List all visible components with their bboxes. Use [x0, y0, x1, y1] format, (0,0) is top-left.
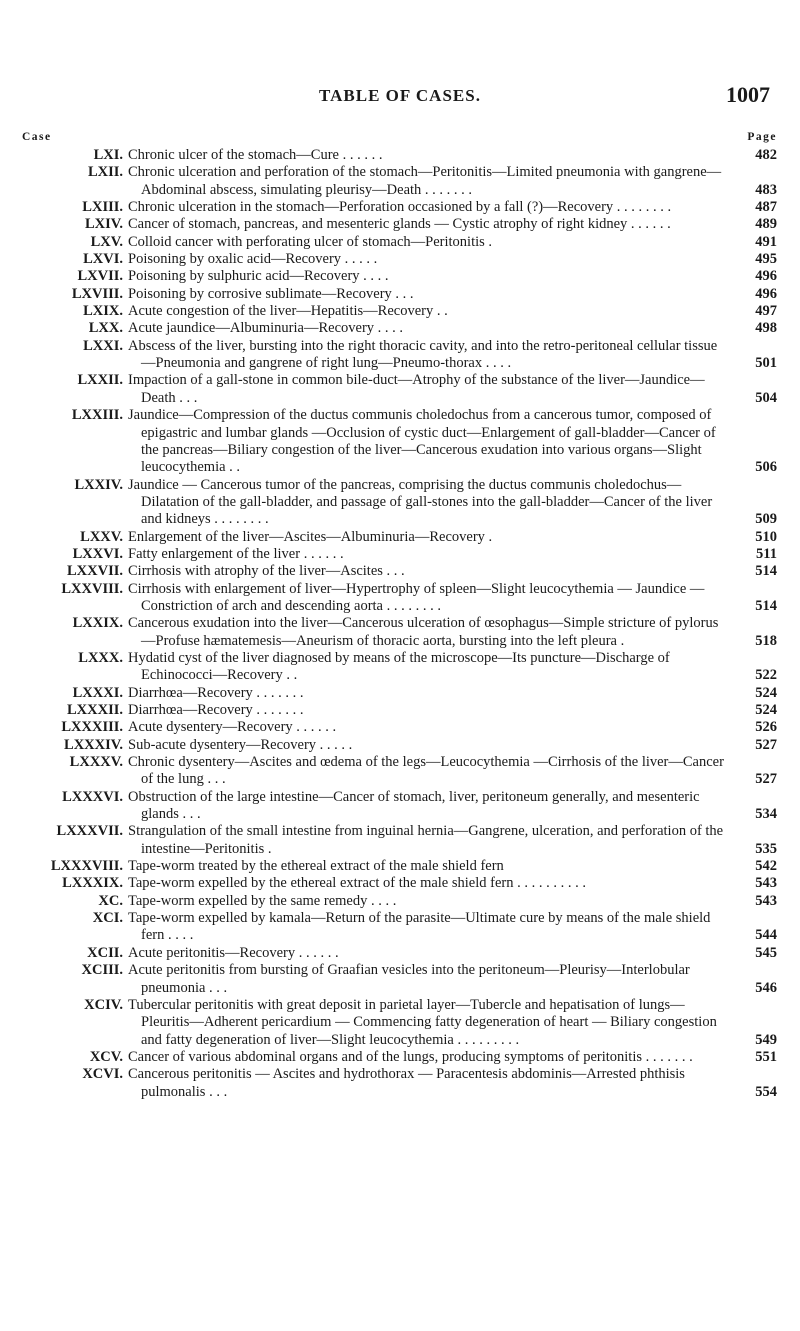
- case-number: LXII.: [87, 164, 123, 181]
- case-page-number: 527: [755, 736, 777, 753]
- case-description: Obstruction of the large intestine—Cancer of stomach, liver, peritoneum generally, and mesenteric glands . . .: [128, 788, 700, 823]
- case-page-number: 535: [755, 840, 777, 857]
- case-description: Chronic ulceration in the stomach—Perforation occasioned by a fall (?)—Recovery . . . . . . . .: [128, 199, 672, 216]
- case-number: XCI.: [92, 910, 123, 927]
- case-entry: [0, 823, 800, 858]
- case-page-number: 554: [755, 1083, 777, 1100]
- case-page-number: 542: [755, 858, 777, 875]
- case-page-number: 514: [755, 597, 777, 614]
- case-page-number: 545: [755, 944, 777, 961]
- case-page-number: 489: [755, 216, 777, 233]
- page-number: 1007: [726, 82, 770, 107]
- case-number: LXXII.: [77, 372, 123, 389]
- case-entry: [0, 650, 800, 685]
- case-number: LXXVI.: [72, 545, 123, 562]
- case-description: Chronic ulcer of the stomach—Cure . . . . . .: [128, 147, 383, 163]
- case-page-number: 543: [755, 875, 777, 892]
- case-description: Sub-acute dysentery—Recovery . . . . .: [128, 736, 353, 753]
- case-description: Tubercular peritonitis with great deposit in parietal layer—Tubercle and hepatisation of lungs—Pleuritis—Adherent pericardium — Commencing fatty degeneration of heart — Biliary congestion and fatty degeneration of liver—Slight leucocythemia . . . . . . . . .: [128, 996, 717, 1048]
- case-page-number: 524: [755, 684, 777, 701]
- case-page-number: 504: [755, 389, 777, 406]
- case-number: LXXV.: [80, 528, 123, 545]
- case-number: LXX.: [88, 320, 123, 337]
- case-page-number: 527: [755, 771, 777, 788]
- case-number: XCIII.: [81, 962, 123, 979]
- case-entry: [0, 893, 800, 910]
- case-page-number: 482: [755, 147, 777, 163]
- case-entry: [0, 615, 800, 650]
- case-description: Chronic dysentery—Ascites and œdema of the legs—Leucocythemia —Cirrhosis of the liver—Cancer of the lung . . .: [128, 754, 724, 788]
- case-entry: [0, 563, 800, 580]
- case-page-number: 551: [755, 1048, 777, 1065]
- case-description: Cancerous peritonitis — Ascites and hydrothorax — Paracentesis abdominis—Arrested phthisis pulmonalis . . .: [128, 1066, 685, 1100]
- case-page-number: 544: [755, 927, 777, 944]
- case-number: LXXXIV.: [64, 736, 123, 753]
- case-page-number: 496: [755, 285, 777, 302]
- case-description: Acute jaundice—Albuminuria—Recovery . . . .: [128, 320, 404, 337]
- case-page-number: 506: [755, 459, 777, 476]
- case-number: LXIV.: [84, 216, 123, 233]
- case-number: LXXVIII.: [61, 580, 123, 597]
- case-description: Tape-worm treated by the ethereal extract of the male shield fern: [128, 858, 504, 875]
- case-description: Enlargement of the liver—Ascites—Albuminuria—Recovery .: [128, 528, 493, 545]
- case-number: LXXVII.: [67, 563, 123, 580]
- case-number: LXIII.: [82, 199, 123, 216]
- case-description: Acute congestion of the liver—Hepatitis—Recovery . .: [128, 303, 448, 320]
- case-page-number: 498: [755, 320, 777, 337]
- case-description: Acute dysentery—Recovery . . . . . .: [128, 719, 337, 736]
- case-entry: [0, 372, 800, 407]
- case-description: Chronic ulceration and perforation of the stomach—Peritonitis—Limited pneumonia with gangrene—Abdominal abscess, simulating pleurisy—Death . . . . . . .: [128, 164, 722, 198]
- case-list: [0, 147, 800, 1101]
- case-entry: [0, 1066, 800, 1101]
- case-number: LXXXII.: [67, 702, 123, 718]
- case-description: Jaundice—Compression of the ductus communis choledochus from a cancerous tumor, composed of epigastric and lumbar glands —Occlusion of cystic duct—Enlargement of gall-bladder—Cancer of the pancreas—Biliary congestion of the liver—Cancerous exudation into various organs—Slight leucocythemia . .: [128, 407, 716, 476]
- case-description: Hydatid cyst of the liver diagnosed by means of the microscope—Its puncture—Discharge of Echinococci—Recovery . .: [128, 649, 670, 684]
- case-entry: [0, 754, 800, 789]
- running-head: [0, 82, 800, 108]
- case-entry: [0, 320, 800, 337]
- case-page-number: 522: [755, 667, 777, 684]
- case-description: Jaundice — Cancerous tumor of the pancreas, comprising the ductus communis choledochus—Dilatation of the gall-bladder, and passage of gall-stones into the gall-bladder—Cancer of the liver and kidneys . . . . . . . .: [128, 476, 713, 528]
- case-description: Acute peritonitis from bursting of Graafian vesicles into the peritoneum—Pleurisy—Interlobular pneumonia . . .: [128, 962, 690, 996]
- case-description: Cancer of various abdominal organs and of the lungs, producing symptoms of peritonitis . . . . . . .: [128, 1048, 693, 1065]
- case-entry: [0, 216, 800, 233]
- case-entry: [0, 529, 800, 546]
- case-description: Cancer of stomach, pancreas, and mesenteric glands — Cystic atrophy of right kidney . . . . . .: [128, 216, 671, 233]
- case-entry: [0, 962, 800, 997]
- case-entry: [0, 338, 800, 373]
- case-entry: [0, 268, 800, 285]
- case-entry: [0, 581, 800, 616]
- case-page-number: 483: [755, 181, 777, 198]
- case-entry: [0, 251, 800, 268]
- case-entry: [0, 199, 800, 216]
- case-page-number: 534: [755, 806, 777, 823]
- case-number: LXXX.: [78, 649, 123, 666]
- case-entry: [0, 147, 800, 164]
- case-page-number: 514: [755, 563, 777, 580]
- case-number: LXXIX.: [72, 615, 123, 632]
- case-page-number: 497: [755, 303, 777, 320]
- case-column-heading: Case: [22, 131, 52, 143]
- case-number: LXXXI.: [72, 684, 123, 701]
- case-entry: [0, 407, 800, 476]
- case-description: Colloid cancer with perforating ulcer of stomach—Peritonitis .: [128, 233, 493, 250]
- case-description: Poisoning by oxalic acid—Recovery . . . . .: [128, 251, 378, 268]
- case-description: Cirrhosis with atrophy of the liver—Ascites . . .: [128, 563, 405, 580]
- case-description: Tape-worm expelled by the same remedy . . . .: [128, 892, 397, 909]
- case-description: Diarrhœa—Recovery . . . . . . .: [128, 684, 304, 701]
- case-description: Acute peritonitis—Recovery . . . . . .: [128, 944, 339, 961]
- case-number: XCII.: [87, 944, 123, 961]
- case-number: XCV.: [89, 1048, 123, 1065]
- case-entry: [0, 737, 800, 754]
- case-number: LXV.: [90, 233, 123, 250]
- case-page-number: 501: [755, 355, 777, 372]
- case-number: LXXXVII.: [56, 823, 123, 840]
- case-number: LXXXVI.: [62, 788, 123, 805]
- case-page-number: 487: [755, 199, 777, 216]
- case-number: XCVI.: [82, 1066, 123, 1083]
- case-description: Strangulation of the small intestine from inguinal hernia—Gangrene, ulceration, and perforation of the intestine—Peritonitis .: [128, 823, 724, 857]
- case-description: Tape-worm expelled by kamala—Return of the parasite—Ultimate cure by means of the male shield fern . . . .: [128, 910, 711, 944]
- case-description: Cirrhosis with enlargement of liver—Hypertrophy of spleen—Slight leucocythemia — Jaundice — Constriction of arch and descending aorta . . . . . . . .: [128, 580, 705, 614]
- case-page-number: 526: [755, 719, 777, 736]
- case-page-number: 511: [756, 545, 777, 562]
- case-page-number: 495: [755, 251, 777, 268]
- case-entry: [0, 789, 800, 824]
- case-entry: [0, 997, 800, 1049]
- page-title: TABLE OF CASES.: [319, 86, 481, 105]
- case-number: LXXIV.: [74, 476, 123, 493]
- case-number: LXVIII.: [71, 285, 123, 302]
- case-entry: [0, 685, 800, 702]
- case-entry: [0, 945, 800, 962]
- case-description: Cancerous exudation into the liver—Cancerous ulceration of œsophagus—Simple stricture of pylorus—Profuse hæmatemesis—Aneurism of thoracic aorta, bursting into the left pleura .: [128, 615, 719, 649]
- case-number: LXXIII.: [71, 407, 123, 424]
- case-entry: [0, 719, 800, 736]
- case-page-number: 524: [755, 702, 777, 718]
- case-entry: [0, 875, 800, 892]
- case-page-number: 510: [755, 528, 777, 545]
- case-number: LXI.: [93, 147, 123, 163]
- case-number: LXVI.: [83, 251, 123, 268]
- case-number: XC.: [98, 892, 123, 909]
- case-number: XCIV.: [84, 996, 123, 1013]
- case-description: Diarrhœa—Recovery . . . . . . .: [128, 702, 304, 718]
- case-page-number: 549: [755, 1031, 777, 1048]
- case-entry: [0, 303, 800, 320]
- case-number: LXIX.: [83, 303, 123, 320]
- case-page-number: 496: [755, 268, 777, 285]
- case-entry: [0, 286, 800, 303]
- case-entry: [0, 164, 800, 199]
- case-entry: [0, 858, 800, 875]
- case-description: Impaction of a gall-stone in common bile-duct—Atrophy of the substance of the liver—Jaundice—Death . . .: [128, 372, 705, 406]
- case-description: Poisoning by corrosive sublimate—Recovery . . .: [128, 285, 414, 302]
- case-page-number: 546: [755, 979, 777, 996]
- case-entry: [0, 702, 800, 719]
- case-entry: [0, 1049, 800, 1066]
- case-page-number: 509: [755, 511, 777, 528]
- case-number: LXXXVIII.: [50, 858, 123, 875]
- case-page-number: 543: [755, 892, 777, 909]
- case-description: Abscess of the liver, bursting into the right thoracic cavity, and into the retro-peritoneal cellular tissue—Pneumonia and gangrene of right lung—Pneumo-thorax . . . .: [128, 337, 718, 372]
- case-number: LXXXV.: [69, 754, 123, 771]
- case-entry: [0, 477, 800, 529]
- case-page-number: 518: [755, 632, 777, 649]
- column-headings: [22, 131, 777, 147]
- case-entry: [0, 910, 800, 945]
- case-number: LXVII.: [77, 268, 123, 285]
- case-description: Poisoning by sulphuric acid—Recovery . . . .: [128, 268, 389, 285]
- case-number: LXXXIX.: [62, 875, 123, 892]
- page-column-heading: Page: [747, 131, 777, 143]
- case-number: LXXXIII.: [61, 719, 123, 736]
- case-page-number: 491: [755, 233, 777, 250]
- case-number: LXXI.: [83, 337, 123, 354]
- case-description: Tape-worm expelled by the ethereal extract of the male shield fern . . . . . . . . . .: [128, 875, 586, 892]
- case-entry: [0, 546, 800, 563]
- case-description: Fatty enlargement of the liver . . . . . .: [128, 545, 344, 562]
- case-entry: [0, 234, 800, 251]
